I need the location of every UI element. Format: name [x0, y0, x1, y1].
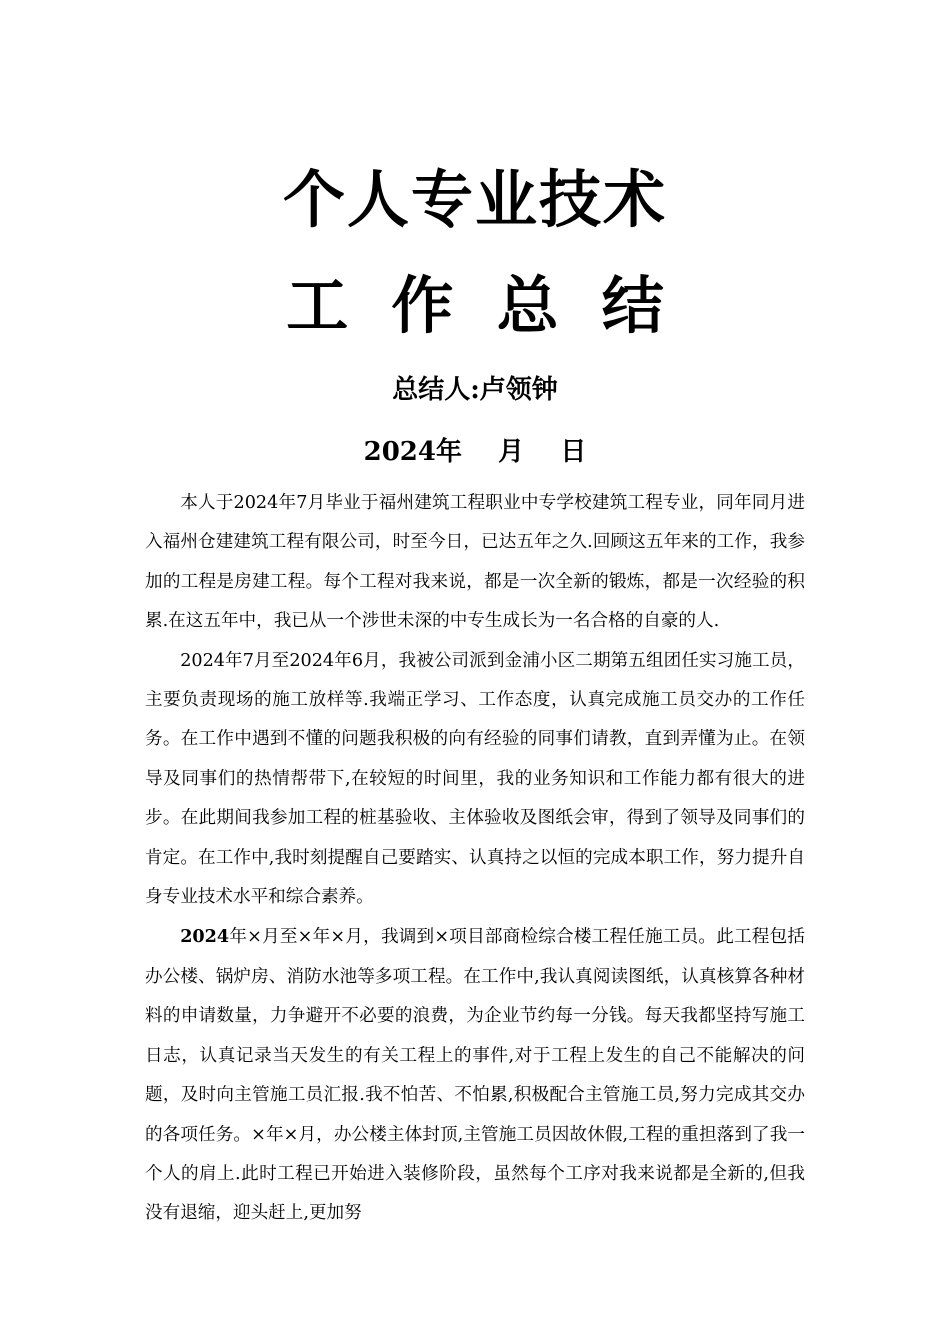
date-line: 2024年 月 日 — [363, 437, 587, 467]
paragraph-1-text: 本人于2024年7月毕业于福州建筑工程职业中专学校建筑工程专业，同年同月进入福州仓建建筑工程有限公司，时至今日，已达五年之久.回顾这五年来的工作，我参加的工程是房建工程。每个工程对我来说，都是一次全新的锻炼，都是一次经验的积累.在这五年中，我已从一个涉世未深的中专生成长为一名合格的自豪的人. — [145, 493, 805, 632]
paragraph-3-text: 年×月至×年×月，我调到×项目部商检综合楼工程任施工员。此工程包括办公楼、锅炉房、消防水池等多项工程。在工作中,我认真阅读图纸，认真核算各种材料的申请数量，力争避开不必要的浪费，为企业节约每一分钱。每天我都坚持写施工日志，认真记录当天发生的有关工程上的事件,对于工程上发生的自己不能解决的问题，及时向主管施工员汇报.我不怕苦、不怕累,积极配合主管施工员,努力完成其交办的各项任务。×年×月，办公楼主体封顶,主管施工员因故休假,工程的重担落到了我一个人的肩上.此时工程已开始进入装修阶段，虽然每个工序对我来说都是全新的,但我没有退缩，迎头赶上,更加努 — [145, 927, 805, 1224]
document-title-line2: 工 作 总 结 — [286, 269, 664, 342]
paragraph-2-text: 2024年7月至2024年6月，我被公司派到金浦小区二期第五组团任实习施工员，主要负责现场的施工放样等.我端正学习、工作态度，认真完成施工员交办的工作任务。在工作中遇到不懂的问题我积极的向有经验的同事们请教，直到弄懂为止。在领导及同事们的热情帮带下,在较短的时间里，我的业务知识和工作能力都有很大的进步。在此期间我参加工程的桩基验收、主体验收及图纸会审，得到了领导及同事们的肯定。在工作中,我时刻提醒自己要踏实、认真持之以恒的完成本职工作，努力提升自身专业技术水平和综合素养。 — [145, 650, 805, 908]
document-body — [145, 484, 805, 1234]
paragraph-1 — [145, 484, 805, 642]
paragraph-3 — [145, 917, 805, 1233]
paragraph-2 — [145, 642, 805, 918]
document-title-line1: 个人专业技术 — [282, 163, 667, 236]
paragraph-3-lead: 2024 — [180, 926, 230, 948]
author-line: 总结人:卢领钟 — [392, 375, 558, 405]
